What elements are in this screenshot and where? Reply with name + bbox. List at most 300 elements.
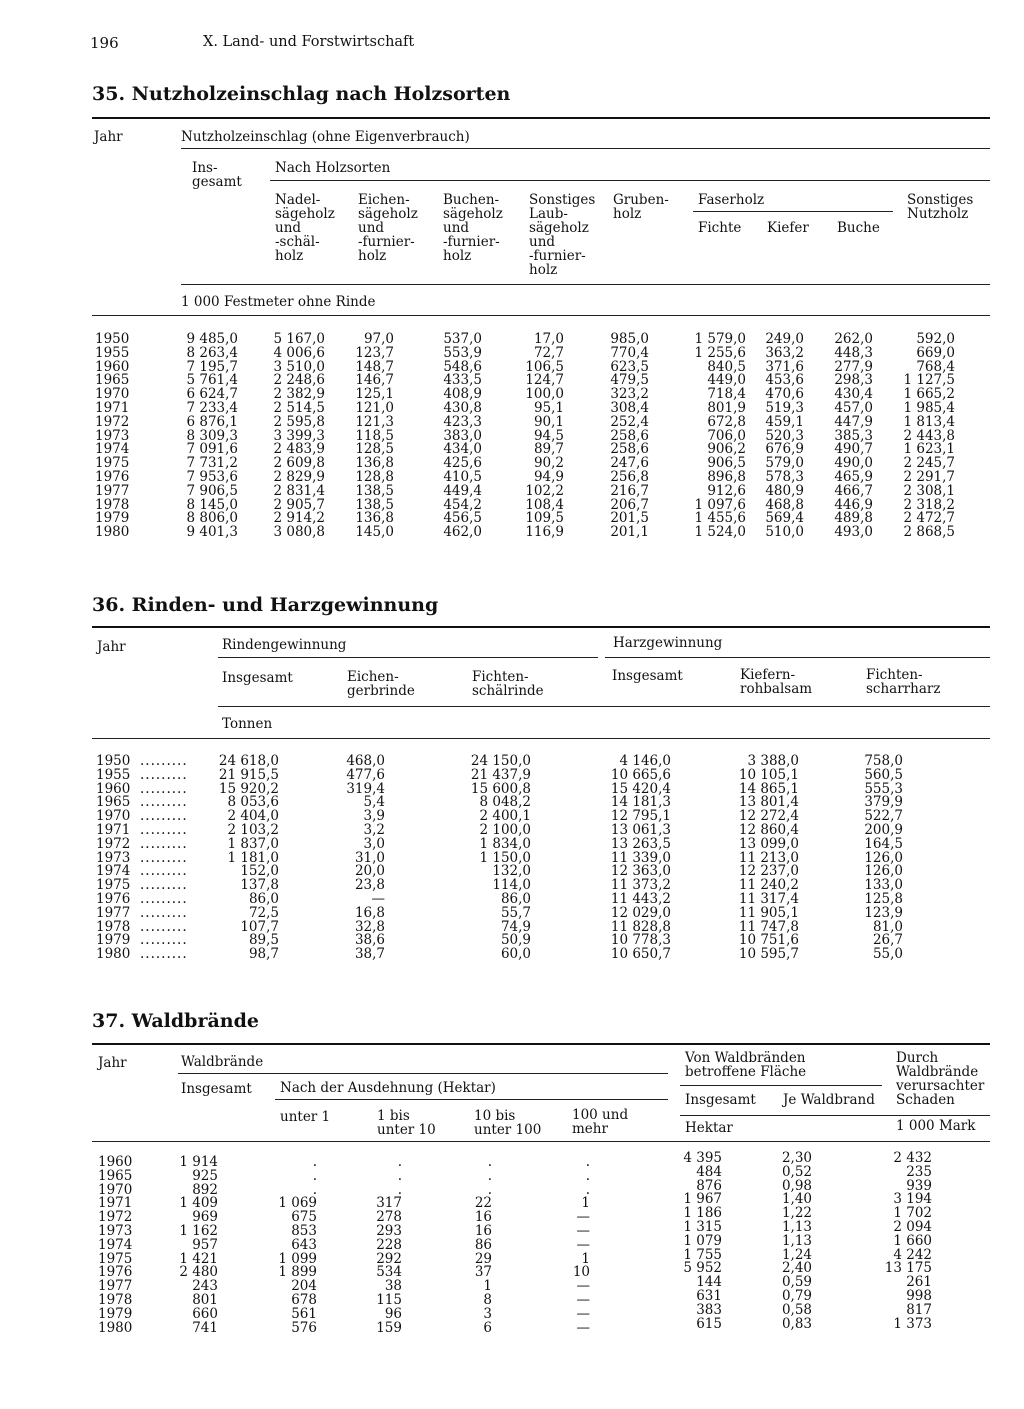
- table-cell: 11 373,2: [610, 877, 671, 894]
- col-years: [98, 1156, 148, 1335]
- table-cell: 14 865,1: [738, 780, 799, 797]
- col-sonst-laub-values: [500, 333, 564, 540]
- table-cell: 840,5: [707, 358, 746, 375]
- table-cell: 998: [906, 1287, 932, 1304]
- table-cell: 1 665,2: [903, 386, 955, 403]
- table-cell: 1950: [96, 753, 131, 769]
- table-cell: 447,9: [834, 413, 873, 430]
- table-cell: 228: [376, 1236, 402, 1253]
- table-cell: 31,0: [354, 849, 385, 866]
- table-cell: 3 510,0: [273, 358, 325, 375]
- table-cell: 3,9: [363, 808, 385, 825]
- col-unter1-values: [270, 1156, 317, 1335]
- table-cell: 3: [483, 1305, 492, 1322]
- table-cell: 1 579,0: [694, 331, 746, 347]
- table-cell: 6 624,7: [186, 386, 238, 403]
- table-cell: 132,0: [492, 863, 531, 880]
- table-cell: 20,0: [354, 863, 385, 880]
- table-cell: 1,13: [781, 1218, 812, 1235]
- table-cell: 201,5: [610, 510, 649, 527]
- table-cell: 534: [376, 1264, 402, 1281]
- table-cell: 12 860,4: [738, 821, 799, 838]
- table-cell: 8 309,3: [186, 427, 238, 444]
- table-cell: 1 373: [893, 1315, 932, 1332]
- rule: [92, 1043, 990, 1045]
- table-cell: —: [371, 890, 385, 907]
- table-cell: 2 609,8: [273, 455, 325, 472]
- table-cell: 2 483,9: [273, 441, 325, 458]
- table-cell: 1 127,5: [903, 372, 955, 389]
- table-cell: 2 291,7: [903, 468, 955, 485]
- rule: [605, 657, 990, 658]
- table-cell: 86: [474, 1236, 492, 1253]
- table-cell: 643: [291, 1236, 317, 1253]
- table-cell: 1950: [95, 331, 130, 347]
- table-cell: 137,8: [240, 877, 279, 894]
- table-cell: 459,1: [765, 413, 804, 430]
- table-cell: 0,58: [781, 1301, 812, 1318]
- table-cell: 1 834,0: [479, 835, 531, 852]
- table-cell: 1955: [95, 344, 130, 361]
- table-cell: 235: [906, 1163, 932, 1180]
- table-cell: 38: [384, 1278, 402, 1295]
- table-cell: 152,0: [240, 863, 279, 880]
- table-cell: 456,5: [443, 510, 482, 527]
- table-cell: 1 455,6: [694, 510, 746, 527]
- table-36-title: 36. Rinden- und Harzgewinnung: [92, 594, 439, 616]
- table-cell: 2 480: [179, 1264, 218, 1281]
- table-cell: 90,1: [533, 413, 564, 430]
- leader-dots: .........: [140, 904, 188, 921]
- leader-dots: .........: [140, 821, 188, 838]
- table-cell: .: [312, 1154, 317, 1170]
- table-cell: 121,0: [355, 399, 394, 416]
- col-1-bis-10: 1 bis unter 10: [377, 1108, 436, 1138]
- table-cell: 96: [384, 1305, 402, 1322]
- table-cell: 2 472,7: [903, 510, 955, 527]
- col-buche-values: [820, 333, 873, 540]
- table-cell: 1974: [96, 863, 131, 880]
- table-cell: 1972: [98, 1209, 133, 1226]
- table-cell: —: [576, 1209, 590, 1226]
- table-cell: .: [397, 1154, 402, 1170]
- table-cell: 490,0: [834, 455, 873, 472]
- table-cell: 553,9: [443, 344, 482, 361]
- table-35-title: 35. Nutzholzeinschlag nach Holzsorten: [92, 83, 511, 105]
- table-cell: 114,0: [492, 877, 531, 894]
- table-cell: 11 828,8: [610, 918, 671, 935]
- table-cell: 579,0: [765, 455, 804, 472]
- table-cell: 1960: [98, 1154, 133, 1170]
- table-cell: 128,5: [355, 441, 394, 458]
- table-cell: 2 382,9: [273, 386, 325, 403]
- table-cell: 1 967: [683, 1191, 722, 1208]
- table-cell: 2 514,5: [273, 399, 325, 416]
- col-100-und-mehr: 100 und mehr: [572, 1107, 629, 1137]
- table-cell: 11 213,0: [738, 849, 799, 866]
- table-cell: 1965: [95, 372, 130, 389]
- group-faserholz: Faserholz: [698, 192, 765, 208]
- col-gruben: Gruben- holz: [613, 192, 669, 222]
- col-f-je-values: [770, 1152, 812, 1331]
- table-cell: 0,98: [781, 1177, 812, 1194]
- table-cell: 293: [376, 1222, 402, 1239]
- leader-dots: .........: [140, 849, 188, 866]
- table-cell: 1976: [98, 1264, 133, 1281]
- col-eichen: Eichen- sägeholz und -furnier- holz: [358, 192, 418, 264]
- table-cell: 14 181,3: [610, 794, 671, 811]
- table-cell: 5 167,0: [273, 331, 325, 347]
- table-cell: 466,7: [834, 482, 873, 499]
- table-cell: 11 905,1: [738, 904, 799, 921]
- col-10-bis-100: 10 bis unter 100: [474, 1108, 542, 1138]
- table-cell: 1 837,0: [227, 835, 279, 852]
- group-rindengewinnung: Rindengewinnung: [222, 637, 347, 653]
- table-cell: 10 595,7: [738, 946, 799, 963]
- leader-dots: .........: [140, 877, 188, 894]
- rule: [218, 657, 598, 658]
- table-cell: 2 245,7: [903, 455, 955, 472]
- col-h-insg-values: [585, 755, 671, 962]
- table-cell: 118,5: [355, 427, 394, 444]
- table-cell: 26,7: [872, 932, 903, 949]
- table-cell: 578,3: [765, 468, 804, 485]
- table-cell: 12 795,1: [610, 808, 671, 825]
- table-cell: 1973: [96, 849, 131, 866]
- table-cell: 138,5: [355, 482, 394, 499]
- table-cell: 1 914: [179, 1154, 218, 1170]
- table-cell: 8 263,4: [186, 344, 238, 361]
- table-cell: 510,0: [765, 524, 804, 541]
- table-cell: 560,5: [864, 766, 903, 783]
- table-cell: 86,0: [248, 890, 279, 907]
- table-cell: 430,8: [443, 399, 482, 416]
- table-cell: 801: [192, 1291, 218, 1308]
- table-cell: .: [585, 1181, 590, 1198]
- table-cell: 1 079: [683, 1232, 722, 1249]
- table-cell: 453,6: [765, 372, 804, 389]
- table-cell: 1: [581, 1195, 590, 1212]
- table-cell: 2 404,0: [227, 808, 279, 825]
- table-cell: 1 985,4: [903, 399, 955, 416]
- table-cell: 718,4: [707, 386, 746, 403]
- table-cell: 449,4: [443, 482, 482, 499]
- table-cell: 4 006,6: [273, 344, 325, 361]
- table-cell: 7 731,2: [186, 455, 238, 472]
- group-waldbraende: Waldbrände: [181, 1054, 264, 1070]
- table-cell: 770,4: [610, 344, 649, 361]
- table-cell: 1980: [98, 1319, 133, 1336]
- table-cell: 1975: [96, 877, 131, 894]
- table-cell: 72,5: [248, 904, 279, 921]
- table-cell: 925: [192, 1167, 218, 1184]
- col-b1-10-values: [360, 1156, 402, 1335]
- group-betroffene-flaeche: Von Waldbränden betroffene Fläche: [685, 1050, 807, 1080]
- table-cell: 1 097,6: [694, 496, 746, 513]
- table-cell: 100,0: [525, 386, 564, 403]
- col-kiefer: Kiefer: [767, 220, 809, 236]
- table-cell: 2,30: [781, 1150, 812, 1166]
- table-cell: 13 801,4: [738, 794, 799, 811]
- table-cell: 1,40: [781, 1191, 812, 1208]
- table-cell: 249,0: [765, 331, 804, 347]
- table-cell: 631: [696, 1287, 722, 1304]
- table-cell: 6: [483, 1319, 492, 1336]
- col-f-insg-values: [670, 1152, 722, 1331]
- group-nach-holzsorten: Nach Holzsorten: [275, 160, 391, 176]
- table-cell: 243: [192, 1278, 218, 1295]
- table-cell: 561: [291, 1305, 317, 1322]
- table-cell: 292: [376, 1250, 402, 1267]
- table-cell: 1 069: [278, 1195, 317, 1212]
- table-cell: 430,4: [834, 386, 873, 403]
- table-cell: 13 263,5: [610, 835, 671, 852]
- table-cell: 448,3: [834, 344, 873, 361]
- table-cell: 23,8: [354, 877, 385, 894]
- table-cell: 252,4: [610, 413, 649, 430]
- table-cell: 1978: [96, 918, 131, 935]
- table-cell: 1976: [96, 890, 131, 907]
- table-cell: 145,0: [355, 524, 394, 541]
- group-nach-ausdehnung: Nach der Ausdehnung (Hektar): [280, 1080, 496, 1096]
- rule: [275, 1099, 668, 1100]
- table-cell: 2 318,2: [903, 496, 955, 513]
- table-cell: 2 914,2: [273, 510, 325, 527]
- table-cell: 470,6: [765, 386, 804, 403]
- table-cell: 768,4: [916, 358, 955, 375]
- table-cell: 5,4: [363, 794, 385, 811]
- table-cell: 204: [291, 1278, 317, 1295]
- table-cell: 216,7: [610, 482, 649, 499]
- col-sonst-nutz-values: [880, 333, 955, 540]
- leader-dots: .........: [140, 863, 188, 880]
- table-cell: 484: [696, 1163, 722, 1180]
- col-schaden: Durch Waldbrände verursachter Schaden: [896, 1050, 985, 1108]
- leader-dots: .........: [140, 808, 188, 825]
- table-cell: 1970: [98, 1181, 133, 1198]
- table-cell: 912,6: [707, 482, 746, 499]
- col-insg-values: [170, 1156, 218, 1335]
- table-cell: 97,0: [363, 331, 394, 347]
- table-cell: 5 952: [683, 1260, 722, 1277]
- table-cell: 12 363,0: [610, 863, 671, 880]
- table-cell: 1974: [98, 1236, 133, 1253]
- table-cell: 801,9: [707, 399, 746, 416]
- col-h-fichten-values: [840, 755, 903, 962]
- unit-label: Tonnen: [222, 716, 273, 732]
- unit-mark: 1 000 Mark: [896, 1118, 976, 1134]
- table-cell: —: [576, 1278, 590, 1295]
- table-cell: 2 868,5: [903, 524, 955, 541]
- col-buchen-values: [410, 333, 482, 540]
- table-cell: .: [487, 1167, 492, 1184]
- table-cell: 555,3: [864, 780, 903, 797]
- table-cell: 817: [906, 1301, 932, 1318]
- table-cell: 1971: [96, 821, 131, 838]
- table-cell: 8 145,0: [186, 496, 238, 513]
- col-b10-100-values: [460, 1156, 492, 1335]
- rule: [680, 1085, 882, 1086]
- table-cell: 892: [192, 1181, 218, 1198]
- rule: [92, 738, 990, 739]
- col-f-insgesamt: Insgesamt: [685, 1092, 756, 1108]
- table-cell: 121,3: [355, 413, 394, 430]
- col-fichte: Fichte: [698, 220, 742, 236]
- table-cell: 2,40: [781, 1260, 812, 1277]
- col-insgesamt: Ins- gesamt: [192, 160, 242, 190]
- table-cell: 1: [581, 1250, 590, 1267]
- table-cell: 477,6: [346, 766, 385, 783]
- table-cell: 55,0: [872, 946, 903, 963]
- col-r-insg-values: [200, 755, 279, 962]
- table-cell: 24 150,0: [470, 753, 531, 769]
- table-cell: —: [576, 1305, 590, 1322]
- table-cell: 537,0: [443, 331, 482, 347]
- table-cell: 1980: [96, 946, 131, 963]
- table-cell: 569,4: [765, 510, 804, 527]
- table-cell: 86,0: [500, 890, 531, 907]
- table-cell: 480,9: [765, 482, 804, 499]
- table-cell: 1960: [96, 780, 131, 797]
- table-cell: 1975: [95, 455, 130, 472]
- rule: [178, 1073, 668, 1074]
- table-cell: 1977: [98, 1278, 133, 1295]
- table-cell: 876: [696, 1177, 722, 1194]
- table-cell: 256,8: [610, 468, 649, 485]
- col-r-fichten-values: [450, 755, 531, 962]
- table-cell: 7 953,6: [186, 468, 238, 485]
- table-cell: 8 053,6: [227, 794, 279, 811]
- table-cell: 1978: [95, 496, 130, 513]
- table-cell: 1977: [95, 482, 130, 499]
- table-cell: 1 099: [278, 1250, 317, 1267]
- table-cell: 22: [474, 1195, 492, 1212]
- table-cell: 13 061,3: [610, 821, 671, 838]
- table-cell: 247,6: [610, 455, 649, 472]
- table-cell: 1978: [98, 1291, 133, 1308]
- table-cell: 258,6: [610, 427, 649, 444]
- table-cell: 323,2: [610, 386, 649, 403]
- table-cell: 10 751,6: [738, 932, 799, 949]
- table-cell: 1 150,0: [479, 849, 531, 866]
- table-cell: 38,7: [354, 946, 385, 963]
- table-cell: 136,8: [355, 455, 394, 472]
- table-cell: 6 876,1: [186, 413, 238, 430]
- table-cell: .: [312, 1167, 317, 1184]
- rule: [680, 1115, 990, 1116]
- table-cell: 7 195,7: [186, 358, 238, 375]
- col-r-insgesamt: Insgesamt: [222, 670, 293, 686]
- leader-dots: .........: [140, 946, 188, 963]
- table-cell: 1955: [96, 766, 131, 783]
- table-cell: 148,7: [355, 358, 394, 375]
- table-cell: 1 181,0: [227, 849, 279, 866]
- table-cell: 3,2: [363, 821, 385, 838]
- table-cell: 3 080,8: [273, 524, 325, 541]
- leader-dots: .........: [140, 753, 188, 769]
- table-cell: 98,7: [248, 946, 279, 963]
- table-cell: 60,0: [500, 946, 531, 963]
- col-sonst-laub: Sonstiges Laub- sägeholz und -furnier- holz: [529, 192, 596, 278]
- table-cell: 1979: [98, 1305, 133, 1322]
- rule: [92, 1141, 990, 1142]
- table-cell: 379,9: [864, 794, 903, 811]
- table-cell: 1 813,4: [903, 413, 955, 430]
- table-cell: 1 702: [893, 1205, 932, 1222]
- col-years: [95, 333, 145, 540]
- table-cell: 1974: [95, 441, 130, 458]
- table-cell: .: [397, 1181, 402, 1198]
- table-cell: 520,3: [765, 427, 804, 444]
- table-cell: 0,79: [781, 1287, 812, 1304]
- table-cell: 10: [572, 1264, 590, 1281]
- col-jahr: Jahr: [94, 129, 123, 145]
- table-cell: 2 094: [893, 1218, 932, 1235]
- table-cell: 519,3: [765, 399, 804, 416]
- table-cell: 896,8: [707, 468, 746, 485]
- table-cell: 37: [474, 1264, 492, 1281]
- col-f-je-waldbrand: Je Waldbrand: [783, 1092, 875, 1108]
- col-h-fichten: Fichten- scharrharz: [866, 667, 941, 697]
- table-cell: 1 421: [179, 1250, 218, 1267]
- col-eichen-values: [330, 333, 394, 540]
- table-cell: 15 600,8: [470, 780, 531, 797]
- table-37-title: 37. Waldbrände: [92, 1010, 259, 1032]
- table-cell: 7 233,4: [186, 399, 238, 416]
- table-cell: 957: [192, 1236, 218, 1253]
- table-cell: 1 524,0: [694, 524, 746, 541]
- table-cell: 669,0: [916, 344, 955, 361]
- table-cell: 144: [696, 1274, 722, 1291]
- table-cell: 10 650,7: [610, 946, 671, 963]
- table-cell: 38,6: [354, 932, 385, 949]
- rule: [92, 626, 990, 628]
- table-cell: 8 048,2: [479, 794, 531, 811]
- table-cell: 308,4: [610, 399, 649, 416]
- table-cell: 200,9: [864, 821, 903, 838]
- table-cell: 29: [474, 1250, 492, 1267]
- table-cell: 969: [192, 1209, 218, 1226]
- col-schaden-values: [880, 1152, 932, 1331]
- col-fichte-values: [670, 333, 746, 540]
- table-cell: 126,0: [864, 849, 903, 866]
- table-cell: 94,9: [533, 468, 564, 485]
- table-cell: 675: [291, 1209, 317, 1226]
- table-cell: 258,6: [610, 441, 649, 458]
- table-cell: 108,4: [525, 496, 564, 513]
- table-cell: 94,5: [533, 427, 564, 444]
- unit-hektar: Hektar: [685, 1120, 733, 1136]
- table-cell: 9 401,3: [186, 524, 238, 541]
- table-cell: .: [487, 1154, 492, 1170]
- leader-dots: .........: [140, 932, 188, 949]
- col-insg-values: [150, 333, 238, 540]
- rule: [92, 117, 990, 119]
- table-cell: 1,24: [781, 1246, 812, 1263]
- table-cell: 548,6: [443, 358, 482, 375]
- table-cell: 16: [474, 1209, 492, 1226]
- table-cell: 1 899: [278, 1264, 317, 1281]
- table-cell: 201,1: [610, 524, 649, 541]
- table-cell: 433,5: [443, 372, 482, 389]
- table-cell: 5 761,4: [186, 372, 238, 389]
- col-insgesamt: Insgesamt: [181, 1081, 252, 1097]
- table-cell: 2 100,0: [479, 821, 531, 838]
- col-h-kiefer-values: [715, 755, 799, 962]
- table-cell: 446,9: [834, 496, 873, 513]
- table-cell: —: [576, 1222, 590, 1239]
- table-cell: 1976: [95, 468, 130, 485]
